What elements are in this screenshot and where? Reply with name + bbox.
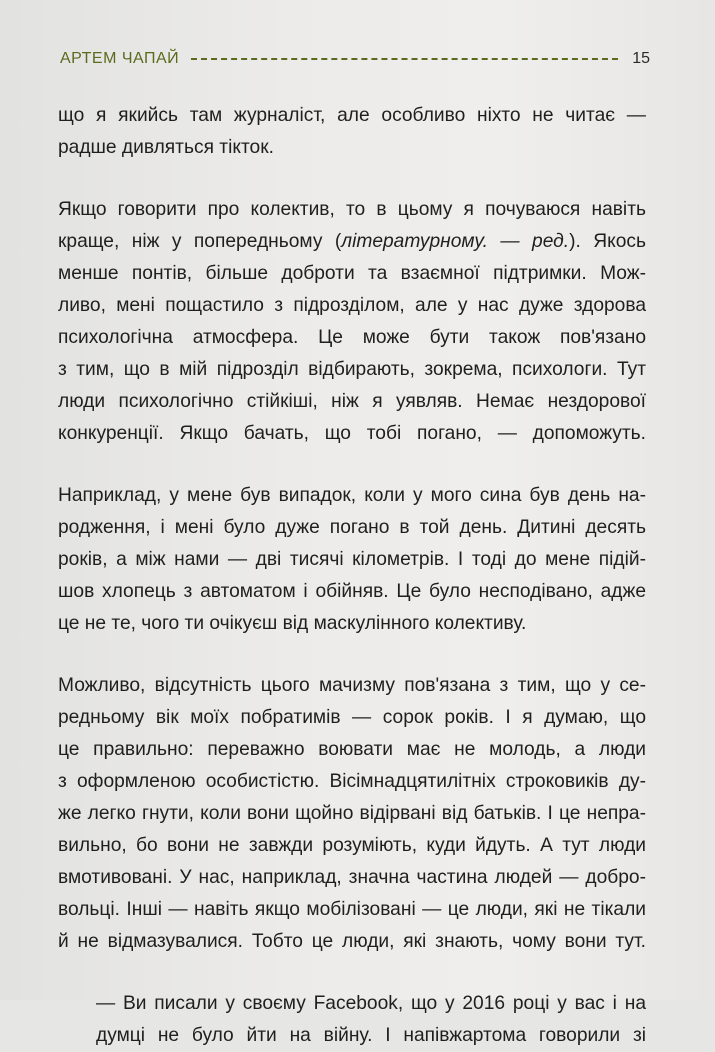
text-line: люди психологічно стійкіші, ніж я уявляв. Немає нездорової [58, 391, 646, 412]
text-line: шов хлопець з автоматом і обійняв. Це було несподівано, адже [58, 581, 646, 602]
text-fragment: ). Якось [569, 231, 646, 252]
text-line-with-editor-note [58, 226, 646, 258]
text-line: й не відмазувалися. Тобто це люди, які знають, чому вони тут. [58, 931, 646, 952]
header-dashed-rule [191, 58, 618, 60]
text-line: радше дивляться тікток. [58, 137, 274, 158]
paragraph-1 [58, 100, 646, 164]
text-line: Можливо, відсутність цього мачизму пов'язана з тим, що у се- [58, 675, 646, 696]
text-line: психологічна атмосфера. Це може бути також пов'язано [58, 327, 646, 348]
text-line: думці не було йти на війну. І напівжартома говорили зі [96, 1025, 646, 1046]
running-header [60, 47, 650, 71]
text-line: з оформленою особистістю. Вісімнадцятилітніх строковиків ду- [58, 771, 646, 792]
text-line: що я якийсь там журналіст, але особливо ніхто не читає — [58, 105, 646, 126]
text-line: менше понтів, більше доброти та взаємної підтримки. Мож- [58, 263, 646, 284]
text-line: же легко гнути, коли вони щойно відірвані від батьків. І це непра- [58, 803, 646, 824]
text-line: редньому вік моїх побратимів — сорок років. І я думаю, що [58, 707, 646, 728]
text-line: з тим, що в мій підрозділ відбирають, зокрема, психологи. Тут [58, 359, 646, 380]
editor-note: літературному. — ред. [341, 231, 570, 252]
paragraph-3 [58, 480, 646, 640]
text-line: конкуренції. Якщо бачать, що тобі погано, — допоможуть. [58, 423, 646, 444]
text-line: вильно, бо вони не завжди розуміють, куди йдуть. А тут люди [58, 835, 646, 856]
text-line: вольці. Інші — навіть якщо мобілізовані — це люди, які не тікали [58, 899, 646, 920]
text-line: років, а між нами — дві тисячі кілометрів. І тоді до мене підій- [58, 549, 646, 570]
text-line: родження, і мені було дуже погано в той день. Дитині десять [58, 517, 646, 538]
page-number: 15 [632, 50, 650, 67]
text-line: ливо, мені пощастило з підрозділом, але у нас дуже здорова [58, 295, 646, 316]
text-line: — Ви писали у своєму Facebook, що у 2016 році у вас і на [96, 993, 646, 1014]
paragraph-2 [58, 194, 646, 450]
body-text [58, 100, 646, 1052]
text-line: вмотивовані. У нас, наприклад, значна частина людей — добро- [58, 867, 646, 888]
paragraph-4 [58, 670, 646, 958]
text-line: це не те, чого ти очікуєш від маскулінного колективу. [58, 613, 527, 634]
text-line: це правильно: переважно воювати має не молодь, а люди [58, 739, 646, 760]
paragraph-5-question [58, 988, 646, 1052]
text-line: Якщо говорити про колектив, то в цьому я почуваюся навіть [58, 199, 646, 220]
text-fragment: краще, ніж у попередньому ( [58, 231, 342, 252]
running-header-author: АРТЕМ ЧАПАЙ [60, 50, 180, 67]
text-line: Наприклад, у мене був випадок, коли у мого сина був день на- [58, 485, 646, 506]
